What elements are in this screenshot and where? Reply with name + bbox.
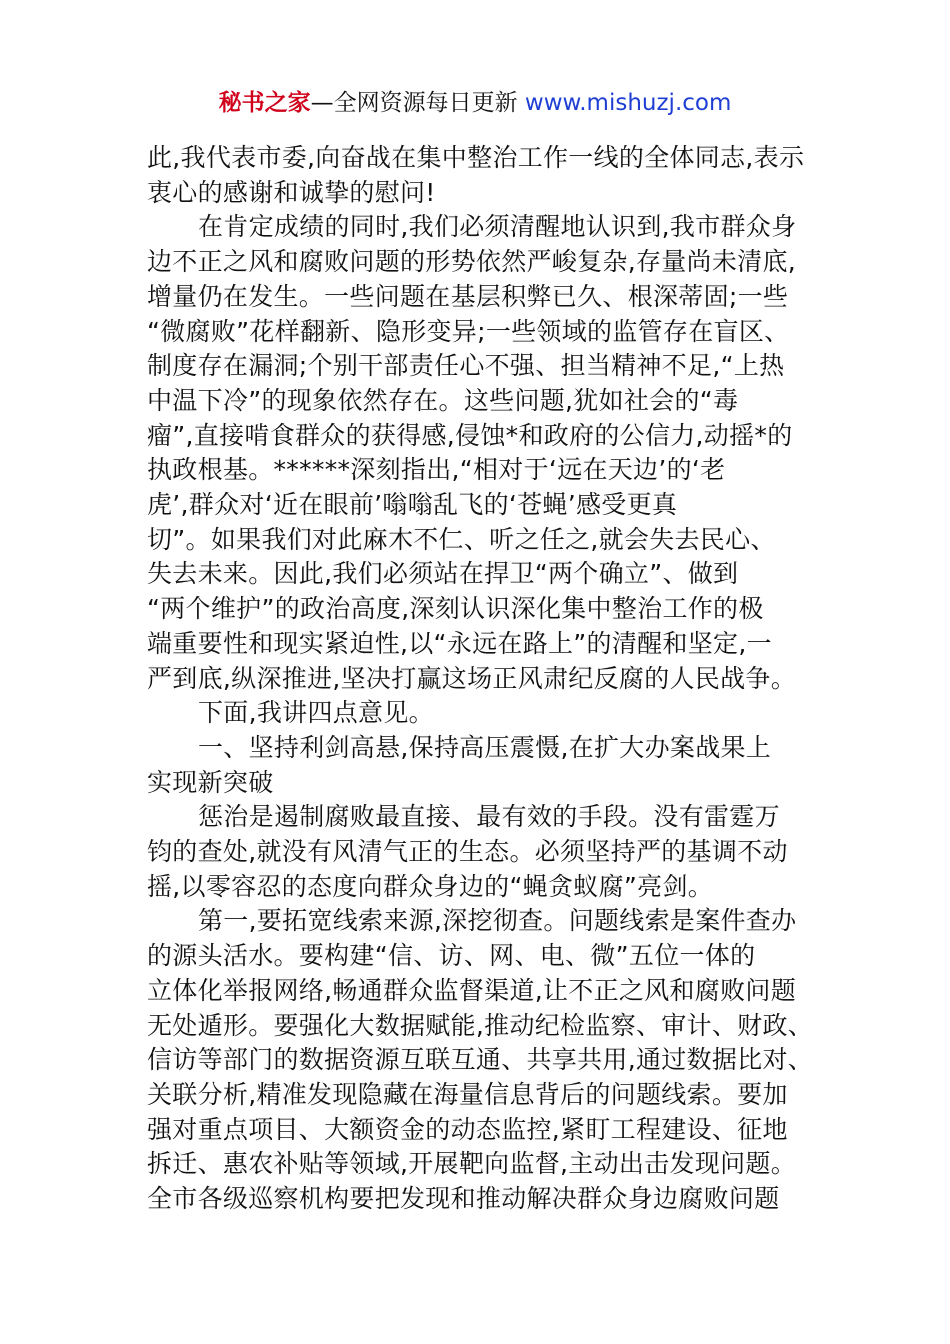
text-line: 全市各级巡察机构要把发现和推动解决群众身边腐败问题 [147, 1184, 780, 1214]
site-url[interactable]: www.mishuzj.com [524, 90, 732, 116]
text-line: 中温下冷”的现象依然存在。这些问题,犹如社会的“毒 [147, 385, 739, 415]
text-line: 衷心的感谢和诚挚的慰问! [147, 177, 436, 207]
page-header [0, 86, 950, 120]
text-line: 第一,要拓宽线索来源,深挖彻查。问题线索是案件查办 [198, 906, 797, 936]
text-line: 下面,我讲四点意见。 [198, 698, 434, 728]
text-line: “两个维护”的政治高度,深刻认识深化集中整治工作的极 [147, 594, 764, 624]
text-line: 执政根基。******深刻指出,“相对于‘远在天边’的‘老 [147, 455, 726, 485]
text-line: 的源头活水。要构建“信、访、网、电、微”五位一体的 [147, 941, 756, 971]
text-line: 严到底,纵深推进,坚决打赢这场正风肃纪反腐的人民战争。 [147, 663, 796, 693]
text-line: 关联分析,精准发现隐藏在海量信息背后的问题线索。要加 [147, 1079, 788, 1109]
text-line: 实现新突破 [147, 767, 274, 797]
document-body [147, 141, 827, 1217]
text-line: 边不正之风和腐败问题的形势依然严峻复杂,存量尚未清底, [147, 247, 796, 277]
text-line: 虎’,群众对‘近在眼前’嗡嗡乱飞的‘苍蝇’感受更真 [147, 490, 678, 520]
text-line: 切”。如果我们对此麻木不仁、听之任之,就会失去民心、 [147, 524, 776, 554]
text-line: 在肯定成绩的同时,我们必须清醒地认识到,我市群众身 [198, 212, 797, 242]
text-line: 一、坚持利剑高悬,保持高压震慑,在扩大办案战果上 [198, 732, 772, 762]
text-line: 摇,以零容忍的态度向群众身边的“蝇贪蚁腐”亮剑。 [147, 871, 714, 901]
text-line: 制度存在漏洞;个别干部责任心不强、担当精神不足,“上热 [147, 351, 785, 381]
text-line: 拆迁、惠农补贴等领域,开展靶向监督,主动出击发现问题。 [147, 1149, 796, 1179]
text-line: “微腐败”花样翻新、隐形变异;一些领域的监管存在盲区、 [147, 316, 790, 346]
text-line: 瘤”,直接啃食群众的获得感,侵蚀*和政府的公信力,动摇*的 [147, 420, 793, 450]
text-line: 立体化举报网络,畅通群众监督渠道,让不正之风和腐败问题 [147, 975, 796, 1005]
text-line: 失去未来。因此,我们必须站在捍卫“两个确立”、做到 [147, 559, 739, 589]
text-line: 强对重点项目、大额资金的动态监控,紧盯工程建设、征地 [147, 1114, 788, 1144]
text-line: 无处遁形。要强化大数据赋能,推动纪检监察、审计、财政、 [147, 1010, 814, 1040]
text-line: 惩治是遏制腐败最直接、最有效的手段。没有雷霆万 [198, 802, 780, 832]
brand-name: 秘书之家 [218, 90, 311, 116]
text-line: 信访等部门的数据资源互联互通、共享共用,通过数据比对、 [147, 1045, 814, 1075]
text-line: 此,我代表市委,向奋战在集中整治工作一线的全体同志,表示 [147, 143, 805, 172]
header-tagline: —全网资源每日更新 [310, 90, 525, 116]
text-line: 端重要性和现实紧迫性,以“永远在路上”的清醒和坚定,一 [147, 628, 772, 658]
text-line: 增量仍在发生。一些问题在基层积弊已久、根深蒂固;一些 [147, 281, 789, 311]
text-line: 钧的查处,就没有风清气正的生态。必须坚持严的基调不动 [147, 837, 788, 867]
